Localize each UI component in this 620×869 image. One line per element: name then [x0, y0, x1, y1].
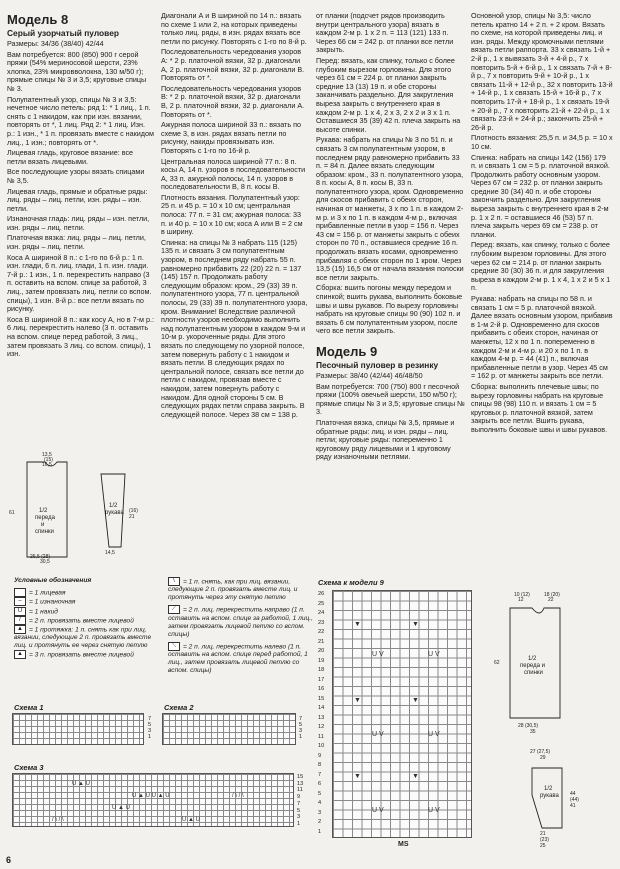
- schema-3-row-nums: 15 13 11 9 7 5 3 1: [297, 774, 304, 827]
- legend-title: Условные обозначения: [14, 577, 92, 584]
- svg-text:U V: U V: [428, 807, 440, 814]
- diag2-s2: (44): [570, 797, 579, 803]
- svg-text:▼: ▼: [412, 621, 419, 628]
- legend-cross-left: ⟍ = 2 п. лиц. перекрестить налево (1 п. оставить на вспом. спице перед работой, 1 лиц., затем провязать лицевой петлю со вспом. спицы): [168, 642, 308, 674]
- diag1-s1: 14,5: [105, 550, 115, 556]
- model-9-materials: Вам потребуется: 700 (750) 800 г песочной пряжи (100% овечьей шерсти, 150 м/50 г); прямые спицы № 3 и 3,5; круговые спицы № 3.: [316, 381, 465, 417]
- model-8-materials: Вам потребуется: 800 (850) 900 г серой пряжи (54% мериносовой шерсти, 23% хлопка, 23% микровволокна, 130 м/50 г); прямые спицы № 3 и 3,5; круговые спицы № 3.: [7, 49, 147, 93]
- diag2-sleeve-word: рукава: [540, 793, 559, 799]
- diag2-b2: 22: [548, 597, 554, 603]
- schema-3-label: Схема 3: [14, 763, 44, 772]
- svg-text:U V: U V: [372, 807, 384, 814]
- legend-2: [168, 577, 313, 675]
- model-9-sizes: Размеры: 38/40 (42/44) 46/48/50: [316, 370, 423, 380]
- model-9-assembly: Сборка: выполнить плечевые швы; по вырезу горловины набрать на круговые спицы 98 (98) 110 п. и вязать 1 см = 5 круговых р. платочной вязкой, затем закрыть все петли. Вшить рукава, выполнить боковые швы и швы рукавов.: [471, 381, 608, 434]
- legend-knit: = 1 лицевая: [14, 588, 164, 597]
- diag1-label-back: спинки: [35, 529, 54, 535]
- diag2-r2: (23): [540, 837, 549, 843]
- svg-text:▼: ▼: [354, 773, 361, 780]
- diag1-s3: 21: [129, 514, 135, 520]
- cross-left-symbol-icon: ⟍: [168, 642, 180, 651]
- model-8-sizes: Размеры: 34/36 (38/40) 42/44: [7, 39, 104, 48]
- skp-symbol-icon: \: [168, 577, 180, 586]
- diag2-s3: 41: [570, 803, 576, 809]
- diag1-w1: 26,5 (28): [30, 554, 51, 560]
- column-3: [316, 12, 465, 464]
- legend-skp: \ = 1 п. снять, как при лиц. вязании, следующие 2 п. провязать вместе лиц. и протянуть через эту снятую петлю: [168, 578, 298, 602]
- model-8-sequence-a: Последовательность чередования узоров A: * 2 р. платочной вязки, 32 р. диагонали А, 2 р. платочной вязки, 32 р. диагонали В. Повторять от *.: [161, 47, 305, 83]
- svg-text:▼: ▼: [354, 621, 361, 628]
- diag2-s1: 44: [570, 791, 576, 797]
- model-8-p2: Лицевая гладь, круговое вязание: все петли вязать лицевыми.: [7, 148, 134, 166]
- model-8-gauge: Плотность вязания. Полупатентный узор: 25 п. и 45 р. = 10 х 10 см; центральная полоса: 77 п. = 31 см; ажурная полоса: 33 п. и 40 р. = 10 х 10 см; коса А или В = 2 см в ширину.: [161, 192, 303, 237]
- model-8-p5: Изнаночная гладь: лиц. ряды – изн. петли, изн. ряды – лиц. петли.: [7, 214, 150, 232]
- diag2-label-half: 1/2: [528, 656, 537, 662]
- schema-1-grid: [12, 713, 144, 745]
- schema-9-row-nums: 26 25 24 23 22 21 20 19 18 17 16 15 14 13 12 11 10 9 8 7 6 5 4 3 2 1: [318, 591, 325, 835]
- model-8-back-cont: от планки (подсчет рядов производить внутри центрального узора) вязать в каждом 2-м р. 1 х 2 п. = 113 (121) 133 п. Через 66 см = 242 р. от планки все петли закрыть.: [316, 11, 454, 55]
- schema-9-label: Схема к модели 9: [318, 578, 384, 587]
- svg-text:/ \ / \: / \ / \: [232, 793, 244, 799]
- model-8-p6: Платочная вязка: лиц. ряды – лиц. петли, изн. ряды – лиц. петли.: [7, 233, 146, 252]
- svg-text:U ▲ U U ▲ U: U ▲ U U ▲ U: [132, 793, 170, 799]
- schema-9-symbols: [332, 590, 472, 838]
- model-8-sequence-b: Последовательность чередования узоров B: * 2 р. платочной вязки, 32 р. диагонали В, 2 р. платочной вязки, 32 р. диагонали А. Повторять от *.: [161, 83, 305, 119]
- svg-text:U ▲ U: U ▲ U: [72, 781, 90, 787]
- svg-text:U ▲ U: U ▲ U: [182, 817, 200, 823]
- schema-1-row-nums: 7 5 3 1: [148, 716, 152, 740]
- yarn-over-symbol-icon: U: [14, 607, 26, 616]
- model-9-back: Спинка: набрать на спицы 142 (156) 179 п. и связать 1 см = 5 р. платочной вязкой. Продолжить работу основным узором. Через 67 см = 232 р. от планки закрыть средние 30 (34) 40 п. и обе стороны закончить раздельно. Для закругления выреза закрыть с внутреннего края в 2-м р. 1 х 2 п. = оставшиеся 46 (53) 57 п. плеча закрыть через 69 см = 238 р. от планки.: [471, 152, 610, 239]
- model-8-p3: Все последующие узоры вязать спицами № 3,5.: [7, 167, 145, 185]
- model-9-title: Модель 9: [316, 343, 378, 359]
- diag2-a1: 10 (12): [514, 592, 530, 598]
- diag1-label-half: 1/2: [39, 508, 48, 514]
- k3tog-symbol-icon: ▲: [14, 650, 26, 659]
- diag2-label-front: переда и: [520, 663, 545, 669]
- diag1-sleeve-word: рукава: [105, 510, 124, 516]
- model-8-p4: Лицевая гладь, прямые и обратные ряды: лиц. ряды – лиц. петли, изн. ряды – изн. петли.: [7, 186, 148, 213]
- schema-2-row-nums: 7 5 3 1: [299, 716, 303, 740]
- schema-3-symbols: [12, 773, 294, 827]
- diag2-h1: 62: [494, 660, 500, 666]
- legend-k2tog: / = 2 п. провязать вместе лицевой: [14, 616, 164, 625]
- column-4: [471, 12, 613, 437]
- svg-text:/ \ / \: / \ / \: [52, 817, 64, 823]
- svg-text:U V: U V: [372, 731, 384, 738]
- diag2-c2: 29: [540, 755, 546, 761]
- legend: [14, 577, 164, 660]
- schema-2-label: Схема 2: [164, 703, 194, 712]
- diag1-h1: 61: [9, 510, 15, 516]
- model-8-title: Модель 8: [7, 12, 69, 27]
- ms-label: MS: [398, 841, 409, 848]
- model-9-schematic: [480, 590, 616, 860]
- legend-cross-right: ⟋ = 2 п. лиц. перекрестить направо (1 п. оставить на вспом. спице за работой, 1 лиц., затем провязать лицевой петлю со вспом. спицы): [168, 606, 313, 638]
- model-8-sleeves: Рукава: набрать на спицы № 3 по 51 п. и связать 3 см полупатентным узором, в последнем ряду равномерно прибавить 33 п. = 84 п. Далее вязать следующим образом: кром., 33 п. полупатентного узора, 8 п. косы А, 8 п. косы В, 33 п. полупатентного узора, кром. Одновременно для скосов прибавить с обеих сторон, начиная от манжеты, 3 х по 1 п. в каждом 2-м р. и 3 х по 1 п. в каждом 4-м р., включая прибавленные петли в узор = 156 п. Через 43 см = 156 р. от манжеты закрыть с обеих сторон по 70 п., оставшиеся средние 16 п. продолжать вязать косами, одновременно прибавляя с обеих сторон по 1 кром. Через 13,5 (15) 16,5 см от начала вязания полоски все петли закрыть.: [316, 135, 464, 282]
- legend-k3tog: ▲ = 3 п. провязать вместе лицевой: [14, 650, 164, 659]
- diag1-sleeve-half: 1/2: [109, 503, 118, 509]
- svg-text:U V: U V: [428, 651, 440, 658]
- diag1-label-and: и: [41, 522, 45, 528]
- diag2-r1: 21: [540, 831, 546, 837]
- diag2-sleeve-half: 1/2: [544, 786, 553, 792]
- page-number: 6: [6, 855, 12, 865]
- legend-slip: ▲ = 1 протяжка: 1 п. снять как при лиц. вязании, следующие 2 п. провязать вместе лиц. и протянуть ее через снятую петлю: [14, 626, 152, 650]
- model-8-front: Перед: вязать, как спинку, только с более глубоким вырезом горловины. Для этого через 61 см = 224 р. от планки закрыть средние 13 (13) 19 п. и обе стороны заканчивать раздельно. Для закругления выреза закрыть с внутреннего края в каждом 2-м р. 1 х 4, 2 х 3, 2 х 2 и 3 х 1 п. Оставшиеся 35 (39) 42 п. плеча закрыть на высоте спинки.: [316, 55, 461, 134]
- model-8-p8: Коса В шириной 8 п.: как косу А, но в 7-м р.: 6 лиц. перекрестить налево (3 п. оставить на вспом. спице перед работой, 3 лиц., затем провязать 3 лиц. со вспом. спицы), 1 изн.: [7, 314, 154, 359]
- model-8-center-stripe: Центральная полоса шириной 77 п.: 8 п. косы А, 14 п. узоров в последовательности А, 33 п. ажурной полосы, 14 п. узоров в последовательности В, 8 п. косы В.: [161, 156, 306, 192]
- diag2-w2: 35: [530, 729, 536, 735]
- diag2-b1: 18 (20): [544, 592, 560, 598]
- diag1-d2: (15): [44, 457, 53, 463]
- model-8-p1: Полупатентный узор, спицы № 3 и 3,5: нечетное число петель: ряд 1: * 1 лиц., 1 п. снять с 1 накидом, как при изн. вязании, повторять от *, 1 лиц. Ряд 2: * 1 лиц. Изн. р.: 1 изн., * 1 п. провязать вместе с накидом лиц., 1 изн.; повторять от *.: [7, 94, 154, 147]
- svg-text:▼: ▼: [412, 773, 419, 780]
- model-9-gauge: Плотность вязания: 25,5 п. и 34,5 р. = 10 х 10 см.: [471, 133, 613, 151]
- model-9-front: Перед: вязать, как спинку, только с более глубоким вырезом горловины. Для этого через 62 см = 214 р. от планки закрыть средние 30 (30) 36 п. и для закругления выреза в каждом 2-м р. 1 х 4, 1 х 2 и 5 х 1 п.: [471, 240, 611, 293]
- diag1-d1: 13,5: [42, 452, 52, 458]
- cross-right-symbol-icon: ⟋: [168, 605, 180, 614]
- schema-2-grid: [162, 713, 296, 745]
- model-8-assembly: Сборка: вшить погоны между передом и спинкой; вшить рукава, выполнить боковые швы и швы рукавов. По вырезу горловины набрать на круговые спицы 90 (90) 102 п. и вязать 6 см полупатентным узором, после чего все петли закрыть.: [316, 283, 463, 336]
- diag2-c1: 27 (27,5): [530, 749, 551, 755]
- model-8-diagonals: Диагонали А и В шириной по 14 п.: вязать по схеме 1 или 2, на которых приведены только лиц. ряды, в изн. рядах вязать все петли по рисунку. Повторять с 1-го по 8-й р.: [161, 11, 307, 46]
- knit-symbol-icon: [14, 588, 26, 597]
- model-9-main-pattern: Основной узор, спицы № 3,5: число петель кратно 14 + 2 п. + 2 кром. Вязать по схеме, на которой приведены лиц. и изн. ряды. Между кромочными петлями вязать петли раппорта. 33 х связать 1-й + 2-й р., 1 х вывязать 3-й + 4-й р., 7 х повторить 5-й + 6-й р., 1 х связать 7-й + 8-й р., 7 х повторить 9-й + 10-й р., 1 х связать 11-й + 12-й р., 32 х повторить 13-й + 14-й р., 1 х связать 15-й + 16-й р., 7 х повторить 17-й + 18-й р., 1 х связать 19-й + 20-й р., 7 х повторить 21-й + 22-й р., 1 х связать 23-й + 24-й р.; закончить 25-й + 26-й р.: [471, 11, 613, 132]
- k2tog-symbol-icon: /: [14, 616, 26, 625]
- model-8-lace-stripe: Ажурная полоса шириной 33 п.: вязать по схеме 3, в изн. рядах вязать петли по рисунку, накиды провязывать изн. Повторять с 1-го по 16-й р.: [161, 120, 301, 155]
- legend-purl: – = 1 изнаночная: [14, 597, 164, 606]
- model-9-subtitle: Песочный пуловер в резинку: [316, 359, 439, 370]
- model-8-schematic: [5, 452, 163, 564]
- svg-text:U V: U V: [428, 731, 440, 738]
- diag2-label-back: спинки: [524, 670, 543, 676]
- svg-text:U V: U V: [372, 651, 384, 658]
- model-8-back: Спинка: на спицы № 3 набрать 115 (125) 135 п. и связать 3 см полупатентным узором, в последнем ряду набрать 55 п. равномерно прибавить 22 (20) 22 п. = 137 (145) 157 п. Продолжать работу следующим образом: кром., 29 (33) 39 п. полупатентного узора, 77 п. центральной полосы, 29 (33) 39 п. полупатентного узора, кром. Внимание! Вследствие различной плотности узоров необходимо выполнить над полупатентным узором в каждом 9-м и 10-м р. укороченные ряды. Для этого вязать по следующему по узорной полосе, затем повернуть работу с 1 накидом и вязать петли. В следующих рядах по центральной полосе, связать все петли до петли с накидом, провязав вместе с накидом, затем повернуть работу с накидом. Для одной стороны 5 см. В следующих рядах петли справа закрыть. В следующей полосе. Через 38 см = 138 р.: [161, 237, 308, 419]
- schema-1-label: Схема 1: [14, 703, 44, 712]
- diag1-s2: (16): [129, 508, 138, 514]
- diag2-r3: 25: [540, 843, 546, 849]
- model-8-p7: Коса А шириной 8 п.: с 1-го по 6-й р.: 1 п. изн. глади, 6 п. лиц. глади, 1 п. изн. глади. 7-й р.: 1 изн., 1 п. перекрестить направо (3 п. оставить на вспом. спице за работой, 3 лиц., затем провязать лиц. петли со вспом. спицы), 1 изн. 8-й р.: все петли вязать по рисунку.: [7, 252, 152, 314]
- diag2-w1: 28 (30,5): [518, 723, 539, 729]
- model-9-sleeves: Рукава: набрать на спицы по 58 п. и связать 1 см = 5 р. платочной вязкой. Далее вязать основным узором, прибавив в 1-м 2-й р. Одновременно для скосов прибавить с обеих сторон, начиная от манжеты, 12 х по 1 п. попеременно в каждом 2-м и 4-м р. и 20 х по 1 п. в каждом 4-м р. = 44 (41) п., включая прибавленные петли в узор. Через 45 см = 162 р. от манжеты закрыть все петли.: [471, 294, 613, 381]
- diag1-w2: 30,5: [40, 559, 50, 564]
- diag1-label-front: переда: [35, 515, 55, 521]
- slip-symbol-icon: ▲: [14, 625, 26, 634]
- svg-text:U ▲ U: U ▲ U: [112, 805, 130, 811]
- diag1-d3: 16,5: [42, 462, 52, 468]
- model-8-subtitle: Серый узорчатый пуловер: [7, 28, 119, 38]
- column-1: [7, 12, 154, 361]
- svg-text:▼: ▼: [412, 697, 419, 704]
- diag2-a2: 12: [518, 597, 524, 603]
- model-9-garter: Платочная вязка, спицы № 3,5, прямые и обратные ряды: лиц. и изн. ряды – лиц. петли; круговые ряды: попеременно 1 круговому ряду лицевыми и 1 круговому ряду изнаночными петлями.: [316, 417, 455, 462]
- column-2: [161, 12, 308, 421]
- svg-text:▼: ▼: [354, 697, 361, 704]
- legend-yo: U = 1 накид: [14, 607, 164, 616]
- purl-symbol-icon: –: [14, 597, 26, 606]
